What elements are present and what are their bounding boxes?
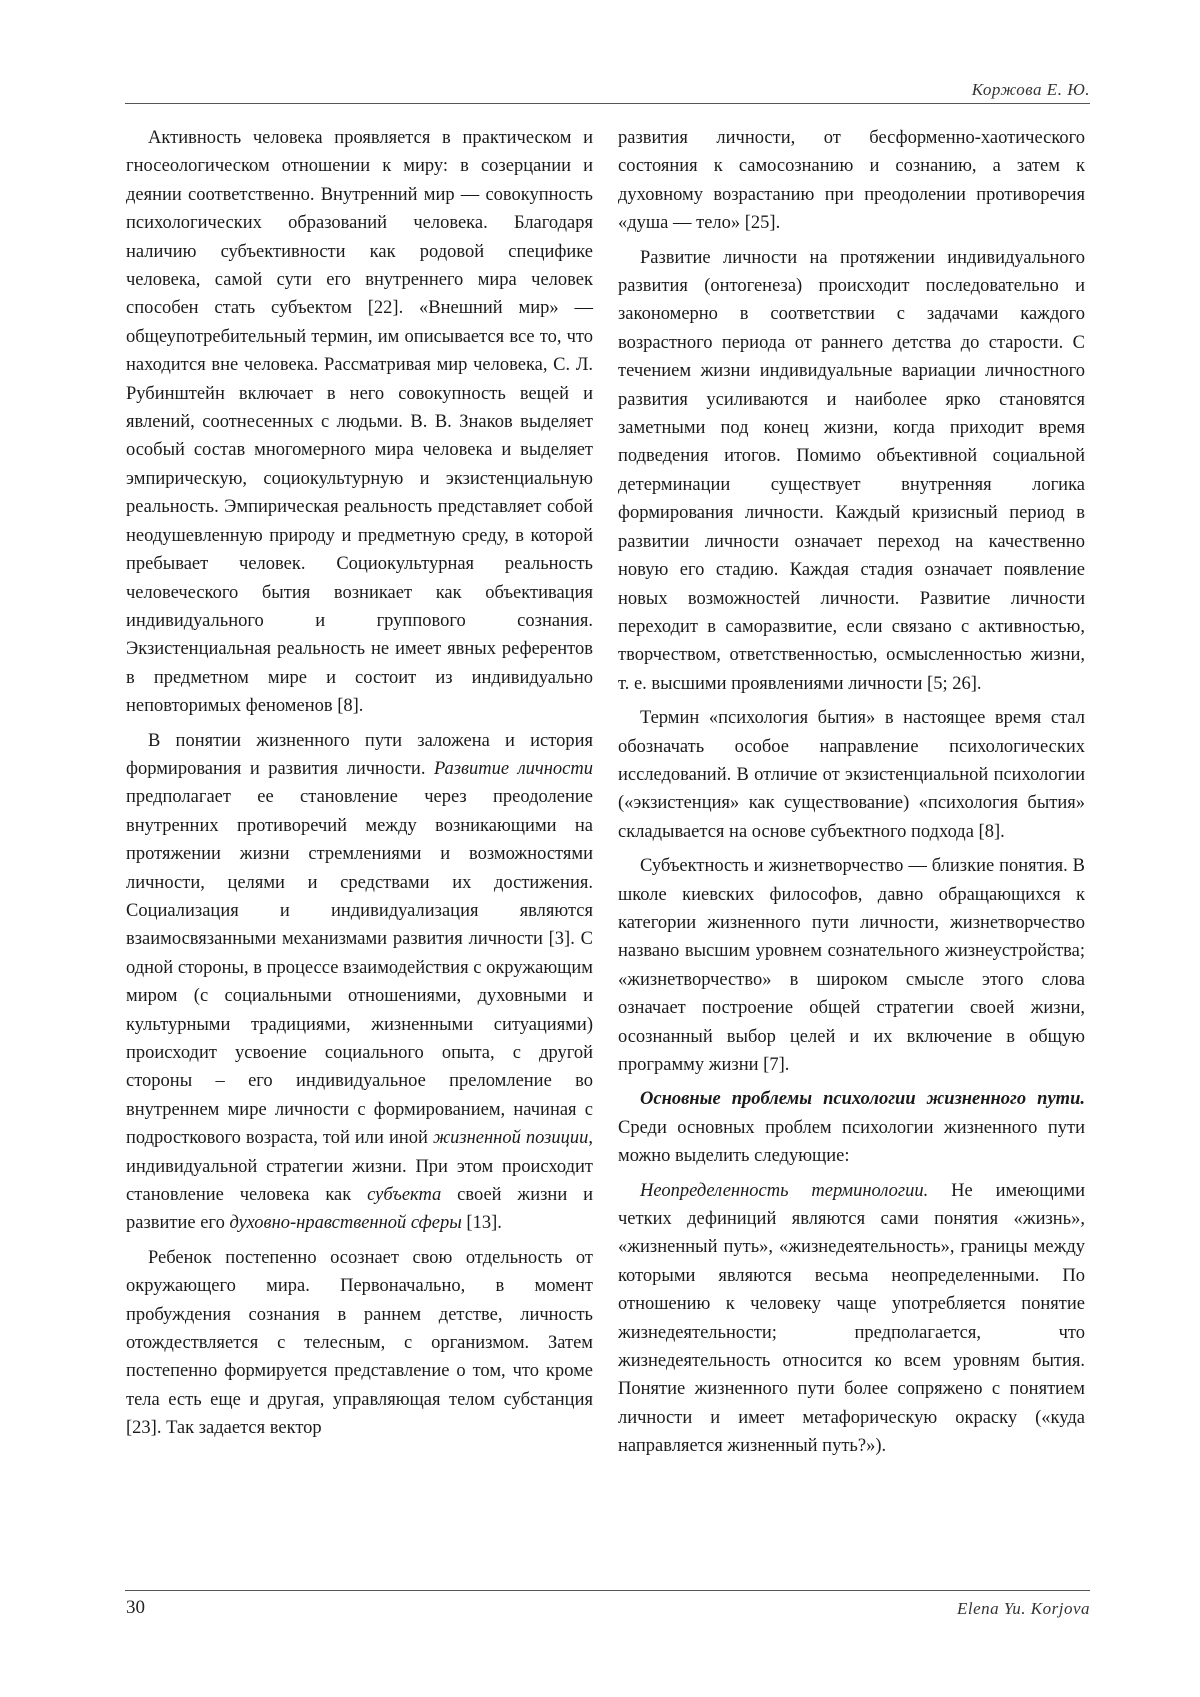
right-column bbox=[618, 124, 1085, 1467]
paragraph-activity: Активность человека проявляется в практическом и гносеологическом отношении к миру: в созерцании и деянии соответственно. Внутренний мир — совокупность психологических образований человека. Благодаря наличию субъективности как родовой специфике человека, самой сути его внутреннего мира человек способен стать субъектом [22]. «Внешний мир» — общеупотребительный термин, им описывается все то, что находится вне человека. Рассматривая мир человека, С. Л. Рубинштейн включает в него совокупность вещей и явлений, соотнесенных с людьми. В. В. Знаков выделяет особый состав многомерного мира человека и выделяет эмпирическую, социокультурную и экзистенциальную реальность. Эмпирическая реальность представляет собой неодушевленную природу и предметную среду, в которой пребывает человек. Социокультурная реальность человеческого бытия возникает как объективация индивидуального и группового сознания. Экзистенциальная реальность не имеет явных референтов в предметном мире и состоит из индивидуально неповторимых феноменов [8]. bbox=[126, 128, 593, 717]
emphasis-subject: субъекта bbox=[367, 1185, 442, 1206]
page-number: 30 bbox=[126, 1597, 145, 1618]
running-footer-author: Elena Yu. Korjova bbox=[956, 1599, 1090, 1618]
paragraph-terminology: Неопределенность терминологии. Не имеющими четких дефиниций являются сами понятия «жизнь», «жизненный путь», «жизнедеятельность», границы между которыми являются весьма неопределенными. По отношению к человеку чаще употребляется понятие жизнедеятельности; предполагается, что жизнедеятельность относится ко всем уровням бытия. Понятие жизненного пути более сопряжено с понятием личности и имеет метафорическую окраску («куда направляется жизненный путь?»). bbox=[618, 1180, 1085, 1457]
left-column bbox=[126, 124, 593, 1449]
paragraph-child-awareness: Ребенок постепенно осознает свою отдельность от окружающего мира. Первоначально, в момент пробуждения сознания в раннем детстве, личность отождествляется с телесным, с организмом. Затем постепенно формируется представление о том, что кроме тела есть еще и другая, управляющая телом субстанция [23]. Так задается вектор bbox=[126, 1247, 593, 1439]
header-rule bbox=[125, 103, 1090, 104]
paragraph-main-problems: Основные проблемы психологии жизненного пути. Среди основных проблем психологии жизненного пути можно выделить следующие: bbox=[618, 1089, 1085, 1167]
emphasis-moral-sphere: духовно-нравственной сферы bbox=[229, 1213, 462, 1234]
section-heading-main-problems: Основные проблемы психологии жизненного пути. bbox=[640, 1089, 1085, 1110]
paragraph-psychology-of-being: Термин «психология бытия» в настоящее время стал обозначать особое направление психологических исследований. В отличие от экзистенциальной психологии («экзистенция» как существование) «психология бытия» складывается на основе субъектного подхода [8]. bbox=[618, 708, 1085, 842]
emphasis-life-position: жизненной позиции bbox=[432, 1128, 589, 1149]
running-header-author: Коржова Е. Ю. bbox=[971, 80, 1090, 99]
paragraph-life-path-development: В понятии жизненного пути заложена и история формирования и развития личности. Развитие личности предполагает ее становление через преодоление внутренних противоречий между возникающими на протяжении жизни стремлениями и возможностями личности, целями и средствами их достижения. Социализация и индивидуализация являются взаимосвязанными механизмами развития личности [3]. С одной стороны, в процессе взаимодействия с окружающим миром (с социальными отношениями, духовными и культурными традициями, жизненными ситуациями) происходит усвоение социального опыта, с другой стороны – его индивидуальное преломление во внутреннем мире личности с формированием, начиная с подросткового возраста, той или иной жизненной позиции, индивидуальной стратегии жизни. При этом происходит становление человека как субъекта своей жизни и развитие его духовно-нравственной сферы [13]. bbox=[126, 730, 593, 1234]
footer-rule bbox=[125, 1590, 1090, 1591]
paragraph-life-creation: Субъектность и жизнетворчество — близкие понятия. В школе киевских философов, давно обращающихся к категории жизненного пути личности, жизнетворчество названо высшим уровнем сознательного жизнеустройства; «жизнетворчество» в широком смысле этого слова означает построение общей стратегии своей жизни, осознанный выбор целей и их включение в общую программу жизни [7]. bbox=[618, 856, 1085, 1075]
emphasis-development: Развитие личности bbox=[433, 758, 593, 779]
paragraph-continuation: развития личности, от бесформенно-хаотического состояния к самосознанию и сознанию, а затем к духовному возрастанию при преодолении противоречия «душа — тело» [25]. bbox=[618, 128, 1085, 234]
paragraph-ontogenesis: Развитие личности на протяжении индивидуального развития (онтогенеза) происходит последовательно и закономерно в соответствии с задачами каждого возрастного периода от раннего детства до старости. С течением жизни индивидуальные вариации личностного развития усиливаются и наиболее ярко становятся заметными под конец жизни, когда приходит время подведения итогов. Помимо объективной социальной детерминации существует внутренняя логика формирования личности. Каждый кризисный период в развитии личности означает переход на качественно новую его стадию. Каждая стадия означает появление новых возможностей личности. Развитие личности переходит в саморазвитие, если связано с активностью, творчеством, ответственностью, осмысленностью жизни, т. е. высшими проявлениями личности [5; 26]. bbox=[618, 247, 1085, 694]
emphasis-terminology: Неопределенность терминологии. bbox=[640, 1180, 929, 1201]
